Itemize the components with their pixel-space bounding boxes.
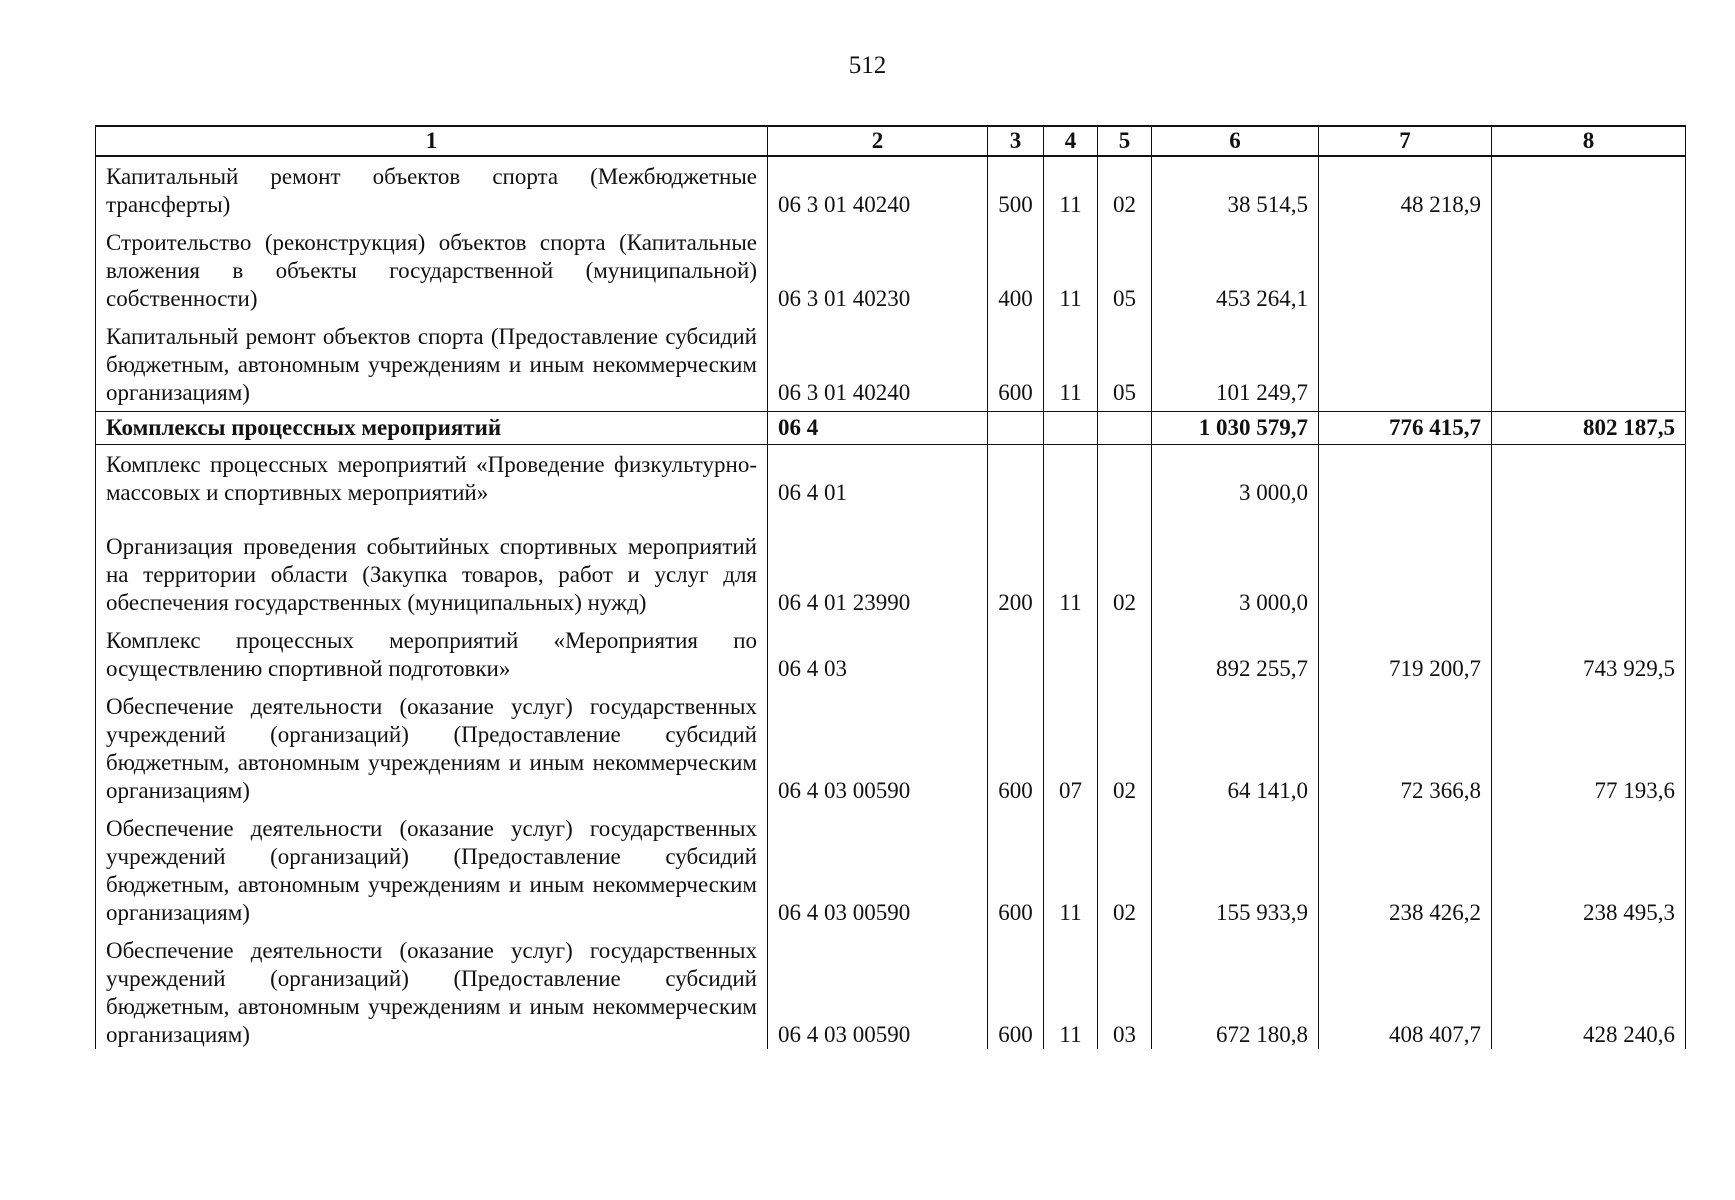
section: 11	[1044, 511, 1098, 621]
column-header: 4	[1044, 126, 1098, 156]
budget-table	[95, 125, 1686, 1049]
amount-col7: 776 415,7	[1319, 412, 1492, 445]
expense-type: 400	[988, 223, 1044, 317]
section: 07	[1044, 687, 1098, 809]
subsection: 02	[1098, 687, 1152, 809]
target-code: 06 3 01 40230	[768, 223, 988, 317]
table-row	[96, 223, 1686, 317]
amount-col7	[1319, 317, 1492, 412]
amount-col8: 743 929,5	[1492, 621, 1686, 687]
item-name: Комплекс процессных мероприятий «Проведение физкультурно-массовых и спортивных мероприятий»	[96, 445, 768, 512]
amount-col6: 64 141,0	[1152, 687, 1319, 809]
amount-col8: 77 193,6	[1492, 687, 1686, 809]
amount-col6: 38 514,5	[1152, 156, 1319, 223]
item-name: Обеспечение деятельности (оказание услуг) государственных учреждений (организаций) (Предоставление субсидий бюджетным, автономным учреждениям и иным некоммерческим организациям)	[96, 809, 768, 931]
amount-col6: 892 255,7	[1152, 621, 1319, 687]
item-name: Капитальный ремонт объектов спорта (Межбюджетные трансферты)	[96, 156, 768, 223]
expense-type: 200	[988, 511, 1044, 621]
target-code: 06 4	[768, 412, 988, 445]
target-code: 06 3 01 40240	[768, 156, 988, 223]
amount-col8: 238 495,3	[1492, 809, 1686, 931]
item-name: Обеспечение деятельности (оказание услуг) государственных учреждений (организаций) (Предоставление субсидий бюджетным, автономным учреждениям и иным некоммерческим организациям)	[96, 931, 768, 1049]
section	[1044, 445, 1098, 512]
table-row	[96, 931, 1686, 1049]
table-row	[96, 809, 1686, 931]
subsection: 03	[1098, 931, 1152, 1049]
column-header: 8	[1492, 126, 1686, 156]
amount-col8: 802 187,5	[1492, 412, 1686, 445]
target-code: 06 4 01	[768, 445, 988, 512]
amount-col8	[1492, 445, 1686, 512]
column-header: 5	[1098, 126, 1152, 156]
page-number: 512	[848, 52, 887, 79]
table-row	[96, 687, 1686, 809]
amount-col7: 48 218,9	[1319, 156, 1492, 223]
amount-col8	[1492, 317, 1686, 412]
column-header: 3	[988, 126, 1044, 156]
expense-type: 600	[988, 931, 1044, 1049]
amount-col8	[1492, 511, 1686, 621]
target-code: 06 4 03 00590	[768, 931, 988, 1049]
expense-type	[988, 621, 1044, 687]
section: 11	[1044, 223, 1098, 317]
section	[1044, 621, 1098, 687]
amount-col6: 3 000,0	[1152, 445, 1319, 512]
amount-col8	[1492, 223, 1686, 317]
amount-col6: 155 933,9	[1152, 809, 1319, 931]
expense-type: 600	[988, 317, 1044, 412]
amount-col6: 1 030 579,7	[1152, 412, 1319, 445]
section: 11	[1044, 156, 1098, 223]
amount-col7: 408 407,7	[1319, 931, 1492, 1049]
section: 11	[1044, 931, 1098, 1049]
table-row-summary	[96, 412, 1686, 445]
expense-type: 600	[988, 687, 1044, 809]
amount-col7	[1319, 223, 1492, 317]
column-header: 6	[1152, 126, 1319, 156]
subsection: 02	[1098, 511, 1152, 621]
table-header-row	[96, 126, 1686, 156]
column-header: 7	[1319, 126, 1492, 156]
amount-col8	[1492, 156, 1686, 223]
subsection: 05	[1098, 317, 1152, 412]
item-name: Обеспечение деятельности (оказание услуг) государственных учреждений (организаций) (Предоставление субсидий бюджетным, автономным учреждениям и иным некоммерческим организациям)	[96, 687, 768, 809]
amount-col6: 672 180,8	[1152, 931, 1319, 1049]
section	[1044, 412, 1098, 445]
amount-col6: 3 000,0	[1152, 511, 1319, 621]
table-row	[96, 621, 1686, 687]
section: 11	[1044, 317, 1098, 412]
target-code: 06 4 03 00590	[768, 687, 988, 809]
expense-type	[988, 445, 1044, 512]
amount-col6: 101 249,7	[1152, 317, 1319, 412]
item-name: Комплекс процессных мероприятий «Мероприятия по осуществлению спортивной подготовки»	[96, 621, 768, 687]
table-row	[96, 156, 1686, 223]
section: 11	[1044, 809, 1098, 931]
item-name: Капитальный ремонт объектов спорта (Предоставление субсидий бюджетным, автономным учреждениям и иным некоммерческим организациям)	[96, 317, 768, 412]
expense-type	[988, 412, 1044, 445]
column-header: 2	[768, 126, 988, 156]
item-name: Строительство (реконструкция) объектов спорта (Капитальные вложения в объекты государственной (муниципальной) собственности)	[96, 223, 768, 317]
target-code: 06 3 01 40240	[768, 317, 988, 412]
table-row	[96, 317, 1686, 412]
expense-type: 600	[988, 809, 1044, 931]
amount-col7	[1319, 445, 1492, 512]
amount-col7: 719 200,7	[1319, 621, 1492, 687]
amount-col8: 428 240,6	[1492, 931, 1686, 1049]
subsection: 05	[1098, 223, 1152, 317]
subsection	[1098, 445, 1152, 512]
amount-col7	[1319, 511, 1492, 621]
amount-col6: 453 264,1	[1152, 223, 1319, 317]
target-code: 06 4 03 00590	[768, 809, 988, 931]
table-row	[96, 511, 1686, 621]
table-row	[96, 445, 1686, 512]
target-code: 06 4 03	[768, 621, 988, 687]
subsection	[1098, 621, 1152, 687]
column-header: 1	[96, 126, 768, 156]
subsection: 02	[1098, 156, 1152, 223]
item-name: Организация проведения событийных спортивных мероприятий на территории области (Закупка товаров, работ и услуг для обеспечения государственных (муниципальных) нужд)	[96, 511, 768, 621]
target-code: 06 4 01 23990	[768, 511, 988, 621]
amount-col7: 72 366,8	[1319, 687, 1492, 809]
item-name: Комплексы процессных мероприятий	[96, 412, 768, 445]
subsection: 02	[1098, 809, 1152, 931]
subsection	[1098, 412, 1152, 445]
amount-col7: 238 426,2	[1319, 809, 1492, 931]
expense-type: 500	[988, 156, 1044, 223]
